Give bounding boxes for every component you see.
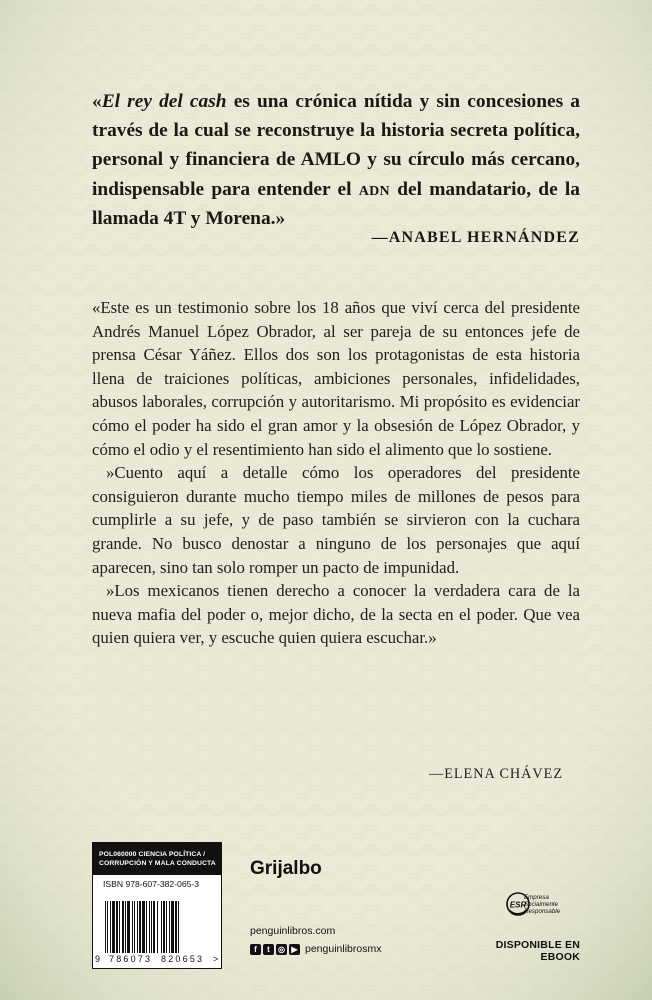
synopsis-paragraph: »Los mexicanos tienen derecho a conocer la verdadera cara de la nueva mafia del poder o, mejor dicho, de la secta en el poder. Que vea quien quiera ver, y escuche quien quiera escuchar.» — [92, 581, 580, 648]
synopsis-attribution: —ELENA CHÁVEZ — [429, 766, 563, 782]
barcode-stripe — [107, 901, 108, 953]
barcode-stripe — [178, 901, 179, 953]
synopsis — [92, 296, 580, 650]
barcode — [103, 901, 215, 953]
blurb-attribution: —ANABEL HERNÁNDEZ — [371, 229, 580, 246]
barcode-stripe — [134, 901, 135, 953]
barcode-stripe — [175, 901, 177, 953]
social-handle: penguinlibrosmx — [305, 943, 382, 955]
esr-caption: Empresa Socialmente Responsable — [524, 894, 561, 915]
barcode-stripe — [151, 901, 152, 953]
youtube-icon[interactable]: ▶ — [289, 944, 300, 955]
publisher-logo: Grijalbo — [250, 858, 322, 879]
bisac-category: POL060000 CIENCIA POLÍTICA / CORRUPCIÓN Y MALA CONDUCTA — [93, 843, 221, 875]
barcode-stripe — [112, 901, 115, 953]
barcode-stripe — [146, 901, 147, 953]
barcode-stripe — [166, 901, 167, 953]
barcode-stripe — [163, 901, 165, 953]
barcode-stripe — [157, 901, 158, 953]
barcode-stripe — [142, 901, 145, 953]
barcode-stripe — [125, 901, 126, 953]
barcode-stripe — [119, 901, 120, 953]
barcode-stripe — [171, 901, 174, 953]
barcode-stripe — [137, 901, 138, 953]
instagram-icon[interactable]: ◎ — [276, 944, 287, 955]
barcode-stripe — [149, 901, 150, 953]
barcode-stripe — [127, 901, 130, 953]
adn-acronym: adn — [358, 178, 390, 200]
publisher-website[interactable]: penguinlibros.com — [250, 925, 336, 937]
synopsis-paragraph: »Cuento aquí a detalle cómo los operadores del presidente consiguieron durante mucho tiempo miles de millones de pesos para cumplirle a su jefe, y de paso también se sirvieron con la cuchara grande. No busco denostar a ninguno de los personajes que aquí aparecen, sino tan solo romper un pacto de impunidad. — [92, 463, 580, 577]
esr-logo-text: ESR — [509, 900, 527, 910]
barcode-stripe — [169, 901, 170, 953]
social-links — [250, 943, 381, 955]
ebook-availability: DISPONIBLE EN EBOOK — [495, 939, 580, 963]
barcode-stripe — [153, 901, 155, 953]
barcode-stripe — [139, 901, 141, 953]
barcode-stripe — [132, 901, 133, 953]
barcode-stripe — [161, 901, 162, 953]
barcode-stripe — [110, 901, 111, 953]
facebook-icon[interactable]: f — [250, 944, 261, 955]
barcode-stripe — [105, 901, 106, 953]
twitter-icon[interactable]: t — [263, 944, 274, 955]
barcode-panel: POL060000 CIENCIA POLÍTICA / CORRUPCIÓN Y MALA CONDUCTA ISBN 978-607-382-065-3 9 786073 820653 > — [92, 842, 222, 969]
isbn-number: ISBN 978-607-382-065-3 — [103, 879, 200, 889]
featured-blurb: «El rey del cash es una crónica nítida y sin concesiones a través de la cual se reconstruye la historia secreta política, personal y financiera de AMLO y su círculo más cercano, indispensable para entender el adn del mandatario, de la llamada 4T y Morena.» — [92, 91, 580, 229]
barcode-stripe — [116, 901, 118, 953]
book-title-italic: El rey del cash — [101, 91, 227, 112]
barcode-stripe — [122, 901, 124, 953]
synopsis-paragraph: «Este es un testimonio sobre los 18 años que viví cerca del presidente Andrés Manuel López Obrador, al ser pareja de su entonces jefe de prensa César Yáñez. Ellos dos son los protagonistas de esta historia llena de traiciones políticas, ambiciones personales, infidelidades, abusos laborales, corrupción y autoritarismo. Mi propósito es evidenciar cómo el poder ha sido el gran amor y la obsesión de López Obrador, y cómo el odio y el resentimiento han sido el alimento que lo sostiene. — [92, 298, 580, 459]
